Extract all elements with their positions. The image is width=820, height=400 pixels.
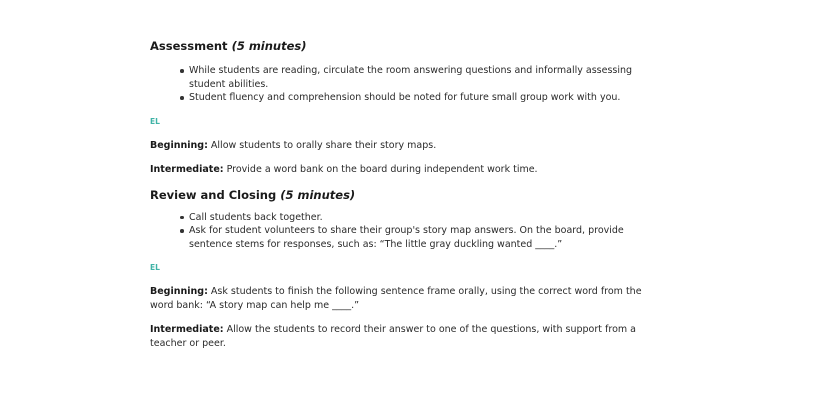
review-heading-title: Review and Closing [150,187,277,202]
assessment-el-tag: EL [150,116,160,126]
lesson-document [150,38,690,350]
assessment-heading-duration: (5 minutes) [231,39,307,53]
review-heading-duration: (5 minutes) [280,187,356,202]
assessment-intermediate-paragraph [150,163,690,177]
review-beginning-text: Ask students to finish the following sentence frame orally, using the correct word from the word bank: “A story map can help me ____.” [150,286,642,311]
assessment-bullet-list [150,64,690,105]
assessment-heading [150,38,690,54]
review-el-tag: EL [150,263,160,272]
assessment-bullet-1: While students are reading, circulate the room answering questions and informally assessing student abilities. [180,64,659,91]
review-beginning-paragraph [150,285,660,312]
review-beginning-label: Beginning: [150,286,208,297]
review-intermediate-label: Intermediate: [150,324,224,335]
review-heading [150,187,690,203]
review-intermediate-text: Allow the students to record their answer to one of the questions, with support from a teacher or peer. [150,324,636,349]
review-bullet-list [150,211,690,252]
assessment-intermediate-text: Provide a word bank on the board during independent work time. [226,164,538,175]
assessment-beginning-label: Beginning: [150,139,208,151]
review-bullet-1: Call students back together. [180,211,690,225]
assessment-beginning-text: Allow students to orally share their story maps. [210,139,437,151]
assessment-heading-title: Assessment [150,39,228,53]
assessment-beginning-paragraph [150,139,690,153]
review-intermediate-paragraph [150,323,675,350]
assessment-intermediate-label: Intermediate: [150,164,224,175]
assessment-bullet-2: Student fluency and comprehension should be noted for future small group work with you. [180,91,690,105]
review-bullet-2: Ask for student volunteers to share their group's story map answers. On the board, provide sentence stems for responses, such as: “The little gray duckling wanted ____.” [180,224,669,251]
